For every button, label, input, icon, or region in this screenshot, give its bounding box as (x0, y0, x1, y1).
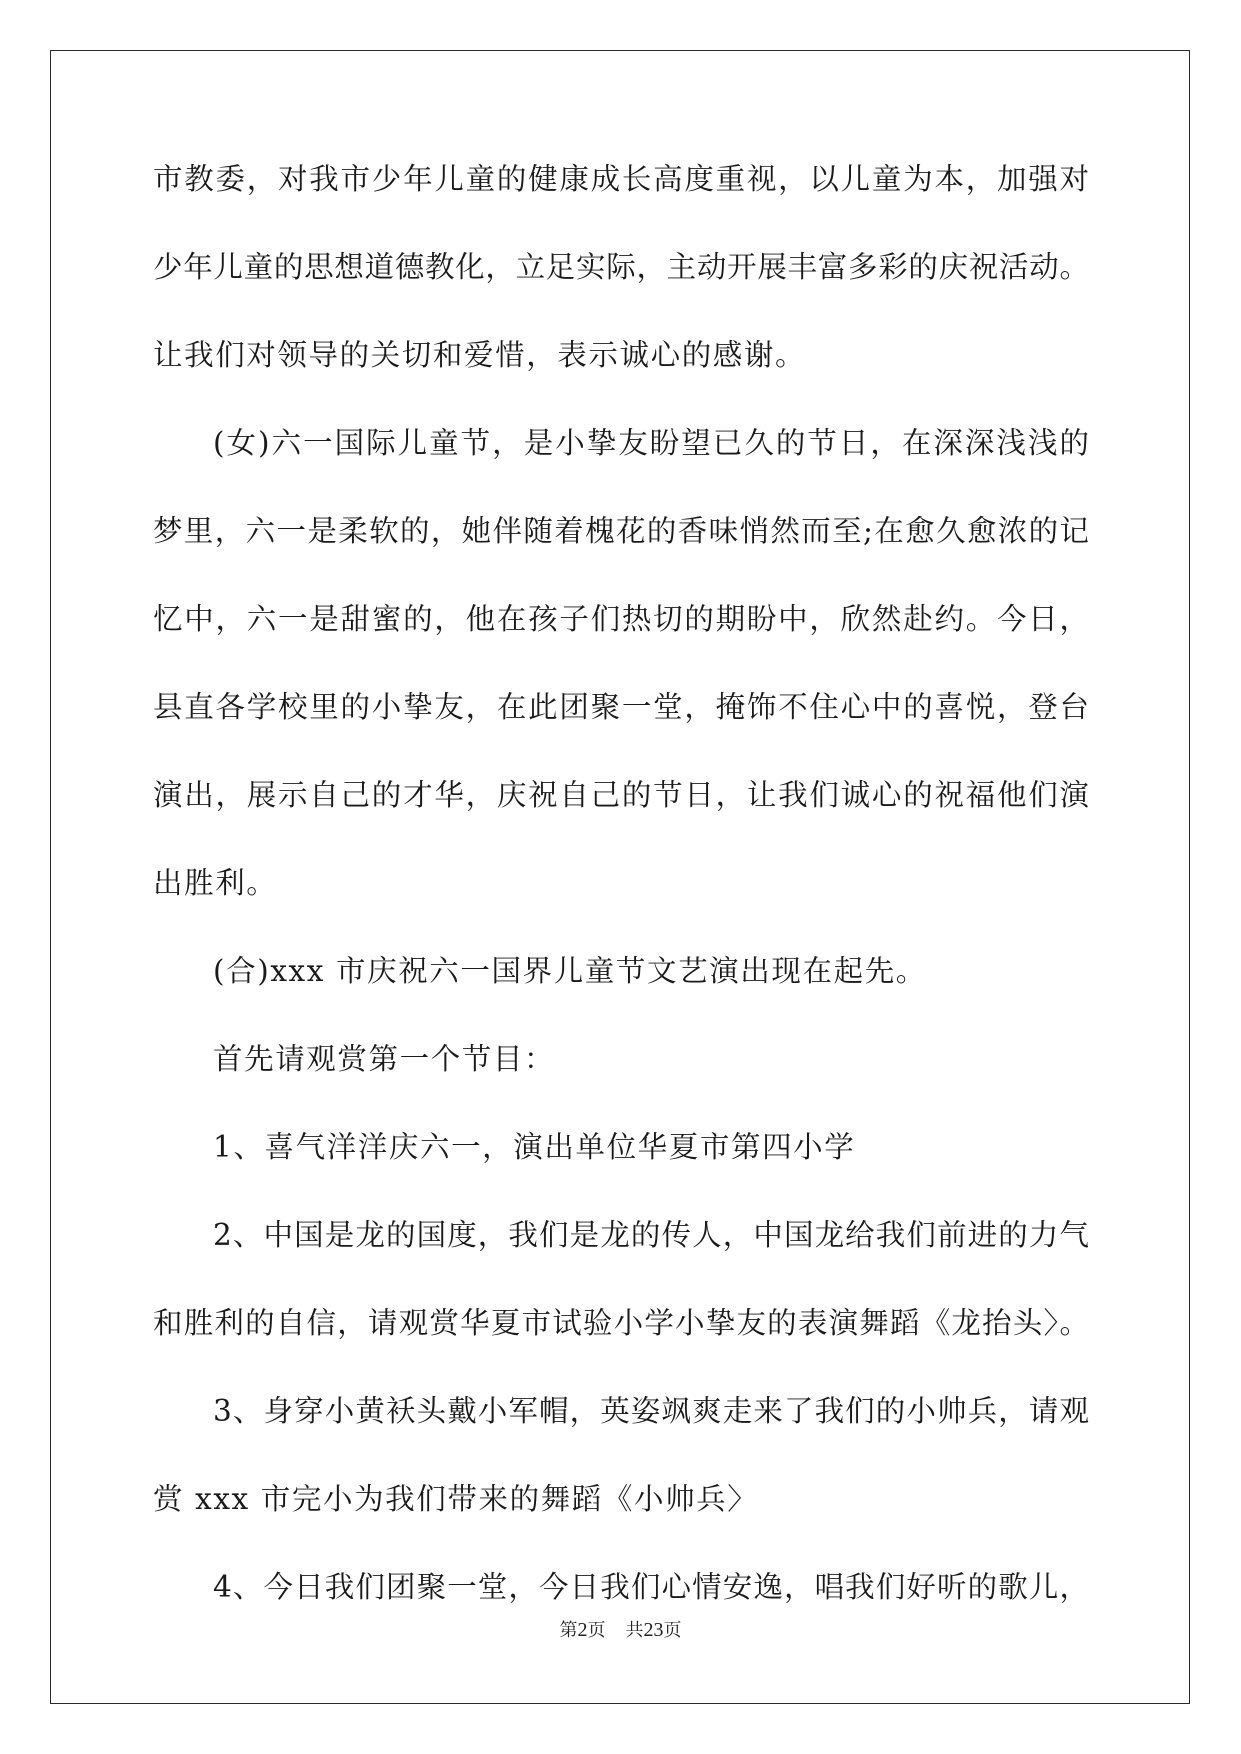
body-line-8: 演出，展示自己的才华，庆祝自己的节日，让我们诚心的祝福他们演 (153, 778, 1089, 812)
footer-total-prefix: 共 (625, 1620, 644, 1641)
body-line-5: 梦里，六一是柔软的，她伴随着槐花的香味悄然而至;在愈久愈浓的记 (153, 514, 1089, 548)
body-line-9: 出胜利。 (153, 866, 278, 900)
body-line-6: 忆中，六一是甜蜜的，他在孩子们热切的期盼中，欣然赴约。今日， (153, 602, 1089, 636)
footer-current-page: 2 (577, 1619, 588, 1641)
body-line-13: 2、中国是龙的国度，我们是龙的传人，中国龙给我们前进的力气 (213, 1218, 1089, 1252)
footer-page-suffix: 页 (587, 1620, 606, 1641)
body-line-16: 赏 xxx 市完小为我们带来的舞蹈《小帅兵〉 (153, 1482, 759, 1516)
footer-total-pages: 23 (643, 1619, 664, 1641)
body-line-1: 市教委，对我市少年儿童的健康成长高度重视，以儿童为本，加强对 (153, 162, 1089, 196)
body-line-15: 3、身穿小黄袄头戴小军帽，英姿飒爽走来了我们的小帅兵，请观 (213, 1394, 1089, 1428)
body-line-12: 1、喜气洋洋庆六一，演出单位华夏市第四小学 (213, 1130, 856, 1164)
body-line-10: (合)xxx 市庆祝六一国界儿童节文艺演出现在起先。 (213, 954, 927, 988)
footer-page-prefix: 第 (559, 1620, 578, 1641)
body-line-3: 让我们对领导的关切和爱惜，表示诚心的感谢。 (153, 338, 807, 372)
body-line-14: 和胜利的自信，请观赏华夏市试验小学小挚友的表演舞蹈《龙抬头〉。 (153, 1306, 1089, 1340)
body-line-7: 县直各学校里的小挚友，在此团聚一堂，掩饰不住心中的喜悦，登台 (153, 690, 1089, 724)
page-footer (0, 1616, 1241, 1642)
body-line-2: 少年儿童的思想道德教化，立足实际，主动开展丰富多彩的庆祝活动。 (153, 250, 1089, 284)
body-line-4: (女)六一国际儿童节，是小挚友盼望已久的节日，在深深浅浅的 (213, 426, 1089, 460)
body-line-17: 4、今日我们团聚一堂，今日我们心情安逸，唱我们好听的歌儿， (213, 1570, 1089, 1604)
body-line-11: 首先请观赏第一个节目： (213, 1042, 556, 1076)
footer-total-suffix: 页 (663, 1620, 682, 1641)
document-body (153, 161, 1089, 1657)
